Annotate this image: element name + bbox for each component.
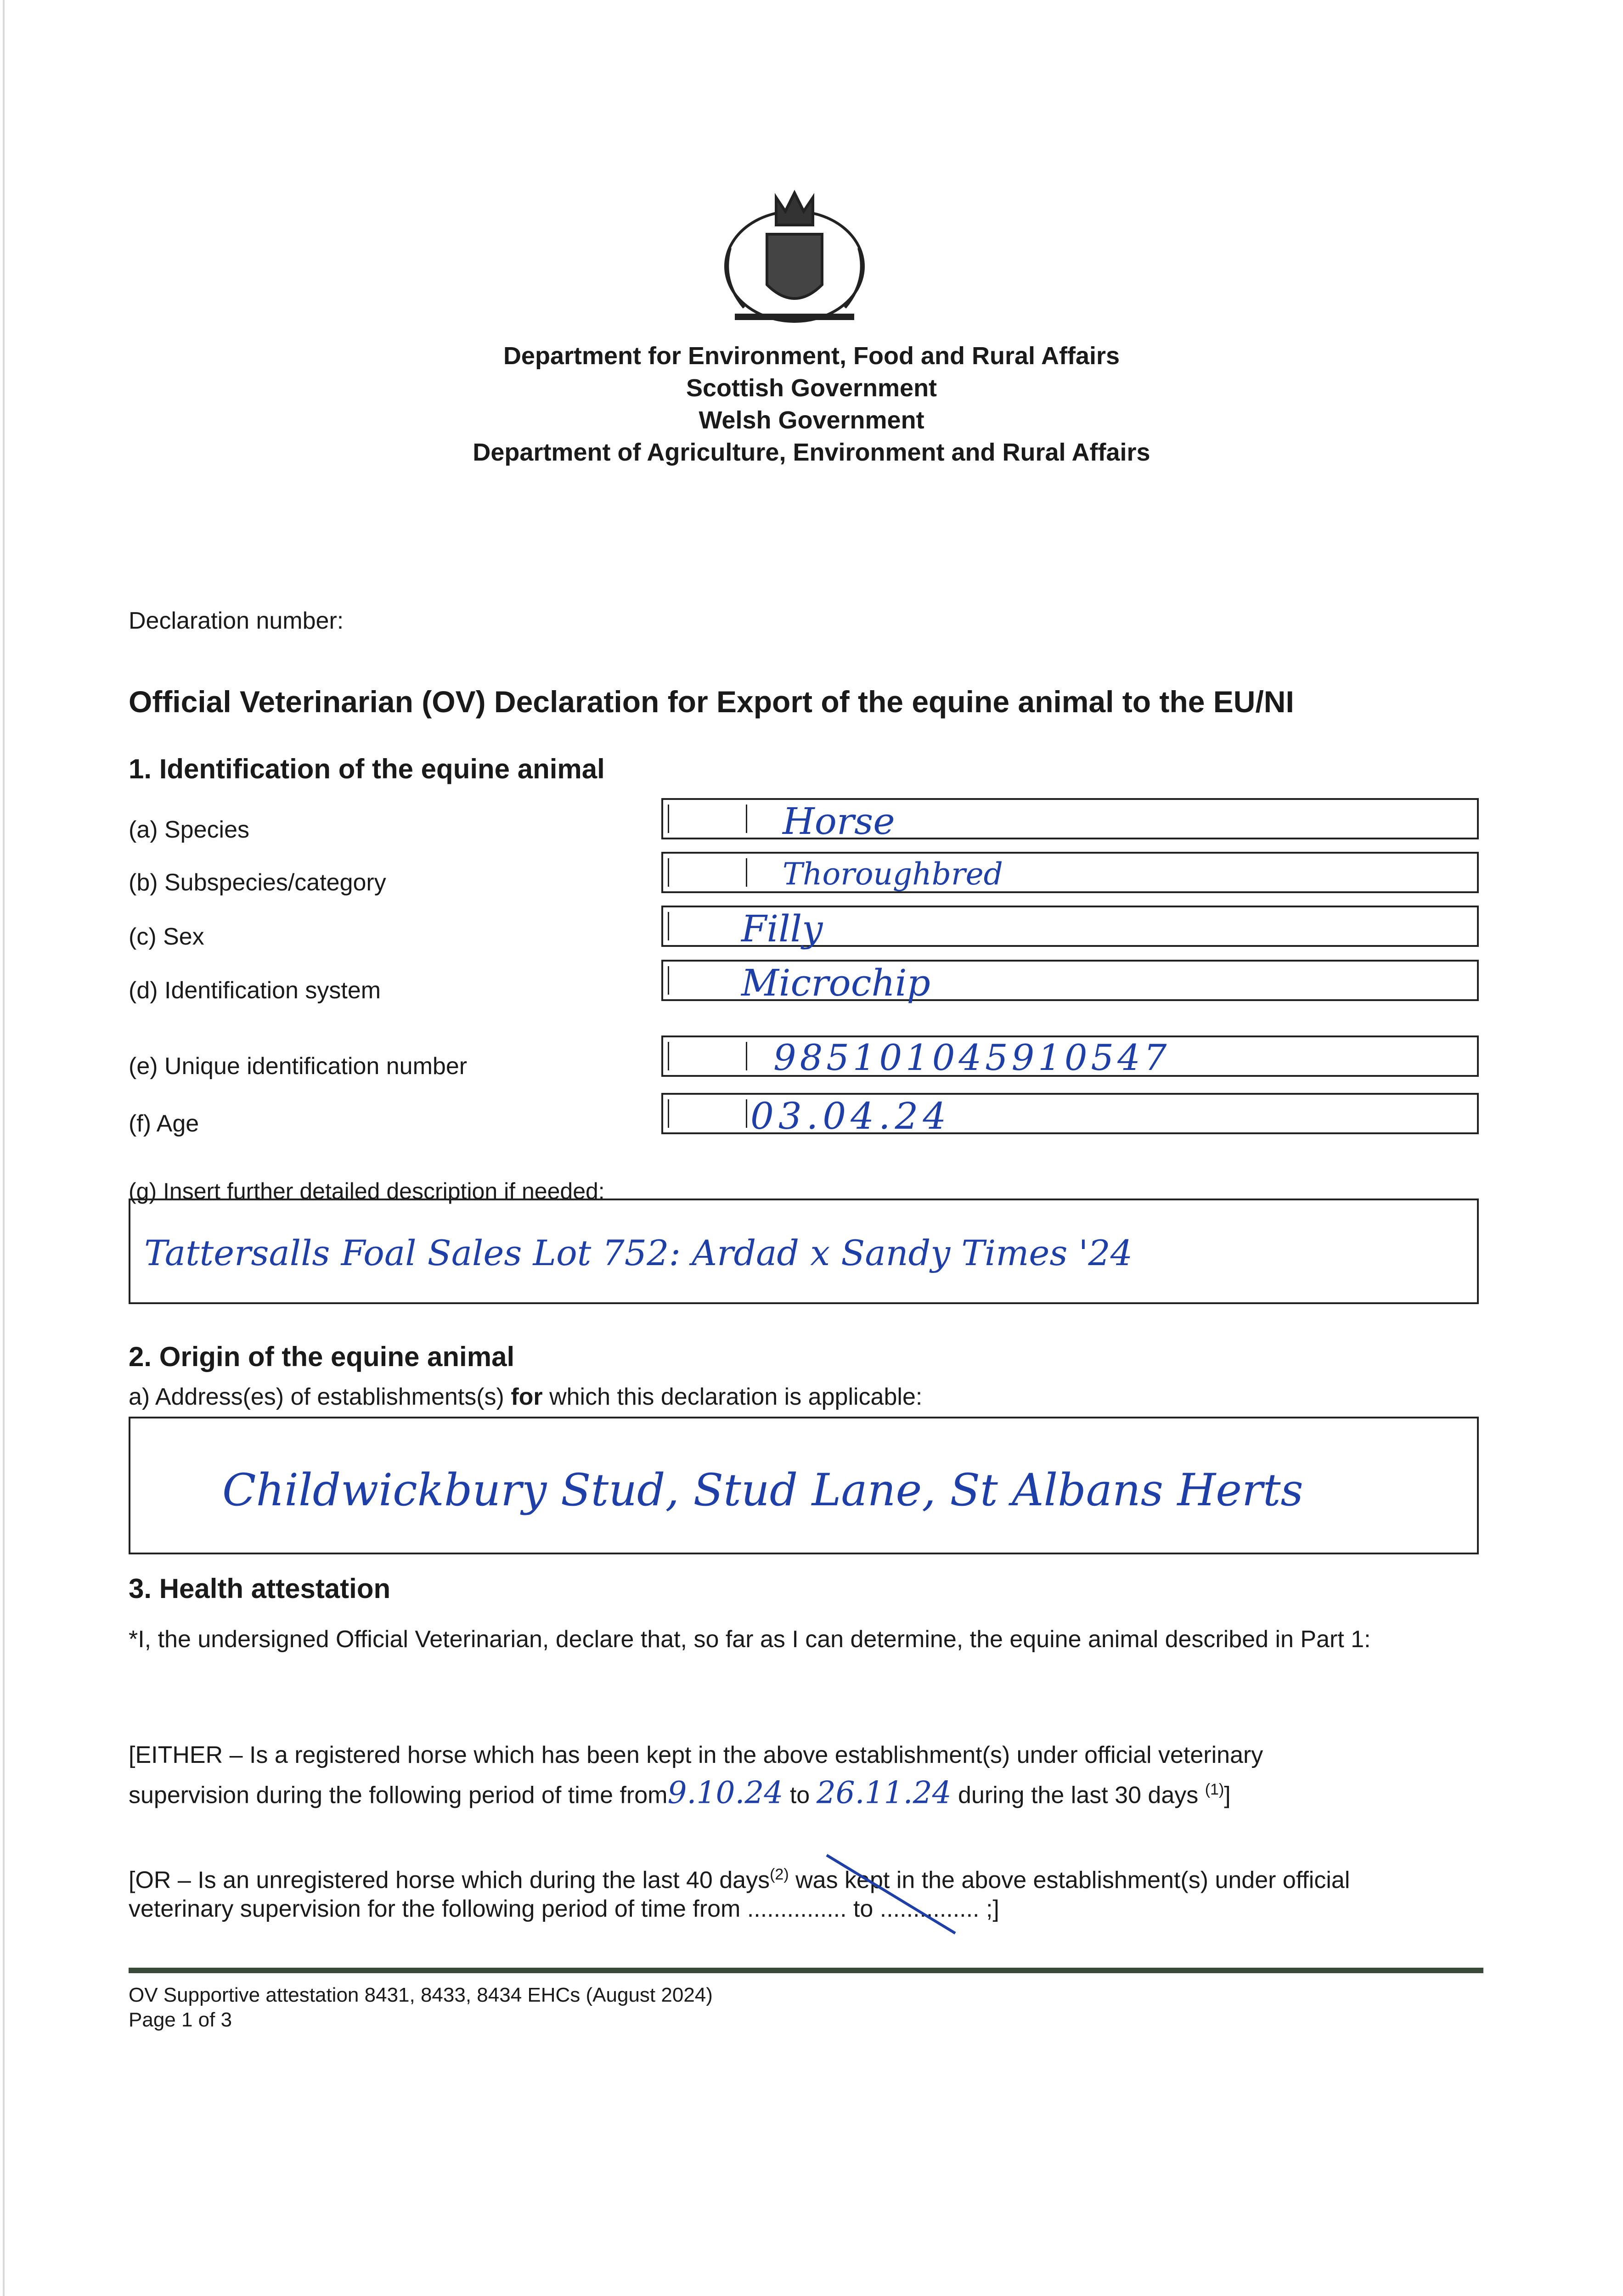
sex-label: (c) Sex (129, 923, 204, 950)
age-value: 03.04.24 (750, 1095, 951, 1137)
strike-through-mark (817, 1846, 964, 1942)
further-description-field[interactable] (129, 1199, 1479, 1304)
section2-heading: 2. Origin of the equine animal (129, 1341, 515, 1372)
footer-page-number: Page 1 of 3 (129, 2009, 232, 2031)
either-line1: [EITHER – Is a registered horse which has been kept in the above establishment(s) under official veterinary (129, 1742, 1263, 1768)
species-field[interactable] (661, 798, 1479, 843)
uid-field[interactable] (661, 1035, 1479, 1077)
attestation-intro: *I, the undersigned Official Veterinarian, declare that, so far as I can determine, the equine animal described in Part 1: (129, 1626, 1371, 1653)
address-value: Childwickbury Stud, Stud Lane, St Albans Herts (222, 1464, 1303, 1516)
uid-label: (e) Unique identification number (129, 1053, 468, 1080)
dept-daera: Department of Agriculture, Environment and Rural Affairs (473, 439, 1150, 466)
further-description-label: (g) Insert further detailed description if needed: (129, 1178, 605, 1204)
or-line2: veterinary supervision for the following period of time from ............... to ............... ;] (129, 1896, 999, 1922)
sex-field[interactable] (661, 906, 1479, 950)
id-system-field[interactable] (661, 960, 1479, 1004)
age-label: (f) Age (129, 1110, 199, 1137)
species-label: (a) Species (129, 816, 249, 843)
subspecies-label: (b) Subspecies/category (129, 869, 386, 896)
id-system-value: Microchip (741, 962, 930, 1004)
dept-wales: Welsh Government (699, 406, 924, 434)
address-field[interactable] (129, 1417, 1479, 1554)
id-system-label: (d) Identification system (129, 977, 381, 1004)
dept-defra: Department for Environment, Food and Rural Affairs (503, 342, 1120, 370)
further-description-value: Tattersalls Foal Sales Lot 752: Ardad x Sandy Times '24 (144, 1232, 1133, 1273)
sex-value: Filly (741, 907, 823, 950)
section1-heading: 1. Identification of the equine animal (129, 754, 605, 784)
section3-heading: 3. Health attestation (129, 1573, 391, 1604)
uid-value: 985101045910547 (773, 1037, 1171, 1079)
page-title: Official Veterinarian (OV) Declaration for Export of the equine animal to the EU/NI (129, 685, 1294, 719)
subspecies-field[interactable] (661, 852, 1479, 893)
species-value: Horse (783, 800, 895, 843)
either-to-date: 26.11.24 (816, 1775, 952, 1811)
declaration-number-label: Declaration number: (129, 608, 344, 634)
or-line1: [OR – Is an unregistered horse which during the last 40 days$^{(2)}$ was kept in the above establishment(s) under official (129, 1866, 1350, 1894)
footer-rule (129, 1968, 1483, 1973)
age-field[interactable] (661, 1093, 1479, 1137)
dept-scotland: Scottish Government (686, 374, 937, 402)
either-line2: supervision during the following period of time from9.10.24 to 26.11.24 during the last 30 days $^{(1)}$] (129, 1775, 1231, 1811)
subspecies-value: Thoroughbred (783, 856, 1003, 892)
either-from-date: 9.10.24 (667, 1775, 783, 1811)
footer-attestation: OV Supportive attestation 8431, 8433, 8434 EHCs (August 2024) (129, 1984, 713, 2006)
royal-crest-icon (703, 179, 886, 335)
section2-subheading: a) Address(es) of establishments(s) for which this declaration is applicable: (129, 1384, 923, 1410)
